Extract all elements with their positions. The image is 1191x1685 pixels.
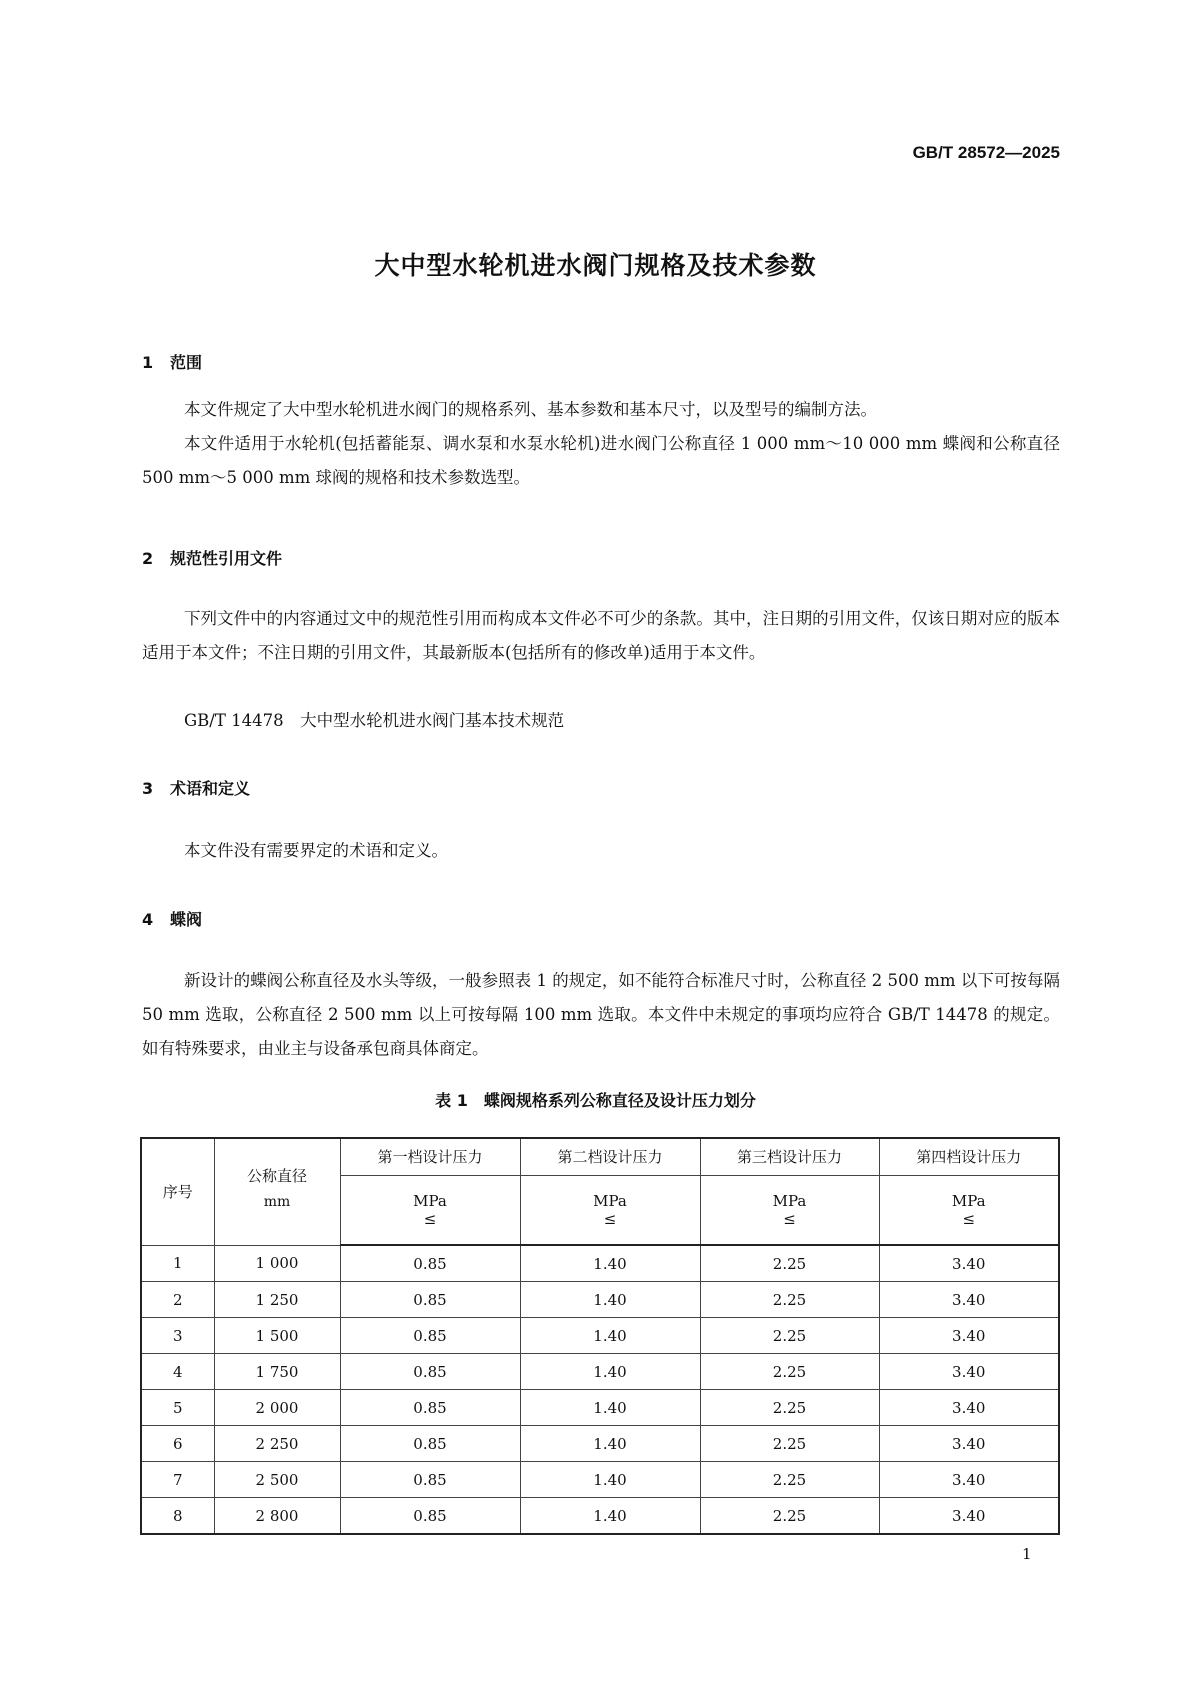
table-cell: 0.85: [340, 1426, 520, 1462]
col-header-pressure-3: 第三档设计压力: [700, 1138, 879, 1175]
table-cell: 1 750: [214, 1354, 340, 1390]
section-number: 1: [142, 353, 154, 372]
section-number: 4: [142, 910, 154, 929]
valve-spec-table: [140, 1137, 1060, 1535]
table-cell: 1.40: [520, 1390, 700, 1426]
pressure-unit: MPa ≤: [520, 1175, 700, 1245]
table-row: [141, 1462, 1059, 1498]
table-cell: 3.40: [879, 1462, 1059, 1498]
paragraph: 本文件适用于水轮机(包括蓄能泵、调水泵和水泵水轮机)进水阀门公称直径 1 000 mm～10 000 mm 蝶阀和公称直径 500 mm～5 000 mm 球阀的规格和技术参数选型。: [142, 434, 1060, 487]
col-header-pressure-4: 第四档设计压力: [879, 1138, 1059, 1175]
table-cell: 3.40: [879, 1426, 1059, 1462]
table-cell: 2.25: [700, 1498, 879, 1535]
table-cell: 1.40: [520, 1498, 700, 1535]
table-cell: 1.40: [520, 1318, 700, 1354]
table-cell: 0.85: [340, 1498, 520, 1535]
table-cell: 1 000: [214, 1245, 340, 1282]
table-cell: 1.40: [520, 1245, 700, 1282]
table-cell: 2.25: [700, 1282, 879, 1318]
table-cell: 4: [141, 1354, 214, 1390]
table-cell: 3.40: [879, 1498, 1059, 1535]
table-cell: 2.25: [700, 1462, 879, 1498]
col-header-pressure-2: 第二档设计压力: [520, 1138, 700, 1175]
table-cell: 1.40: [520, 1354, 700, 1390]
table-cell: 2.25: [700, 1354, 879, 1390]
table-cell: 0.85: [340, 1462, 520, 1498]
section-number: 2: [142, 549, 154, 568]
pressure-unit: MPa ≤: [340, 1175, 520, 1245]
table-cell: 3.40: [879, 1354, 1059, 1390]
table-cell: 7: [141, 1462, 214, 1498]
table-row: [141, 1426, 1059, 1462]
table-cell: 2 500: [214, 1462, 340, 1498]
table-cell: 2.25: [700, 1318, 879, 1354]
paragraph: 本文件规定了大中型水轮机进水阀门的规格系列、基本参数和基本尺寸，以及型号的编制方法。: [184, 400, 877, 419]
table-cell: 5: [141, 1390, 214, 1426]
table-cell: 0.85: [340, 1245, 520, 1282]
table-cell: 3.40: [879, 1318, 1059, 1354]
table-cell: 1.40: [520, 1426, 700, 1462]
table-cell: 0.85: [340, 1354, 520, 1390]
table-cell: 2.25: [700, 1390, 879, 1426]
table-cell: 2.25: [700, 1245, 879, 1282]
table-cell: 1 500: [214, 1318, 340, 1354]
table-row: [141, 1245, 1059, 1282]
table-row: [141, 1498, 1059, 1535]
table-cell: 0.85: [340, 1318, 520, 1354]
table-row: [141, 1390, 1059, 1426]
col-header-dn: [214, 1138, 340, 1245]
paragraph: 下列文件中的内容通过文中的规范性引用而构成本文件必不可少的条款。其中，注日期的引用文件，仅该日期对应的版本适用于本文件；不注日期的引用文件，其最新版本(包括所有的修改单)适用于本文件。: [142, 609, 1060, 662]
pressure-unit: MPa ≤: [700, 1175, 879, 1245]
table-cell: 0.85: [340, 1282, 520, 1318]
section-heading: [142, 350, 202, 373]
dn-label: 公称直径: [246, 1167, 307, 1186]
section-heading: [142, 546, 282, 569]
standard-number: GB/T 28572—2025: [912, 143, 1060, 162]
table-cell: 1: [141, 1245, 214, 1282]
table-caption: 表 1 蝶阀规格系列公称直径及设计压力划分: [435, 1091, 756, 1110]
table-cell: 2 000: [214, 1390, 340, 1426]
table-cell: 3.40: [879, 1390, 1059, 1426]
table-cell: 0.85: [340, 1390, 520, 1426]
table-cell: 8: [141, 1498, 214, 1535]
paragraph: 本文件没有需要界定的术语和定义。: [184, 841, 448, 860]
table-cell: 2.25: [700, 1426, 879, 1462]
section-title: 术语和定义: [170, 779, 251, 798]
document-title: 大中型水轮机进水阀门规格及技术参数: [374, 251, 817, 280]
table-row: [141, 1318, 1059, 1354]
table-cell: 2: [141, 1282, 214, 1318]
page-number: 1: [1022, 1545, 1032, 1563]
section-number: 3: [142, 779, 154, 798]
table-cell: 2 800: [214, 1498, 340, 1535]
table-cell: 3: [141, 1318, 214, 1354]
section-heading: [142, 776, 250, 799]
pressure-unit: MPa ≤: [879, 1175, 1059, 1245]
col-header-pressure-1: 第一档设计压力: [340, 1138, 520, 1175]
section-title: 规范性引用文件: [170, 549, 283, 568]
dn-unit: mm: [263, 1194, 291, 1211]
table-cell: 6: [141, 1426, 214, 1462]
section-title: 范围: [170, 353, 203, 372]
reference-item: GB/T 14478 大中型水轮机进水阀门基本技术规范: [184, 711, 565, 730]
table-cell: 3.40: [879, 1245, 1059, 1282]
col-header-no: 序号: [141, 1138, 214, 1245]
table-cell: 3.40: [879, 1282, 1059, 1318]
section-heading: [142, 907, 202, 930]
table-cell: 1.40: [520, 1282, 700, 1318]
table-row: [141, 1282, 1059, 1318]
section-title: 蝶阀: [170, 910, 203, 929]
table-row: [141, 1354, 1059, 1390]
table-cell: 1 250: [214, 1282, 340, 1318]
paragraph: 新设计的蝶阀公称直径及水头等级，一般参照表 1 的规定，如不能符合标准尺寸时，公称直径 2 500 mm 以下可按每隔 50 mm 选取，公称直径 2 500 mm 以上可按每隔 100 mm 选取。本文件中未规定的事项均应符合 GB/T 14478 的规定。如有特殊要求，由业主与设备承包商具体商定。: [142, 971, 1060, 1058]
table-cell: 1.40: [520, 1462, 700, 1498]
table-cell: 2 250: [214, 1426, 340, 1462]
